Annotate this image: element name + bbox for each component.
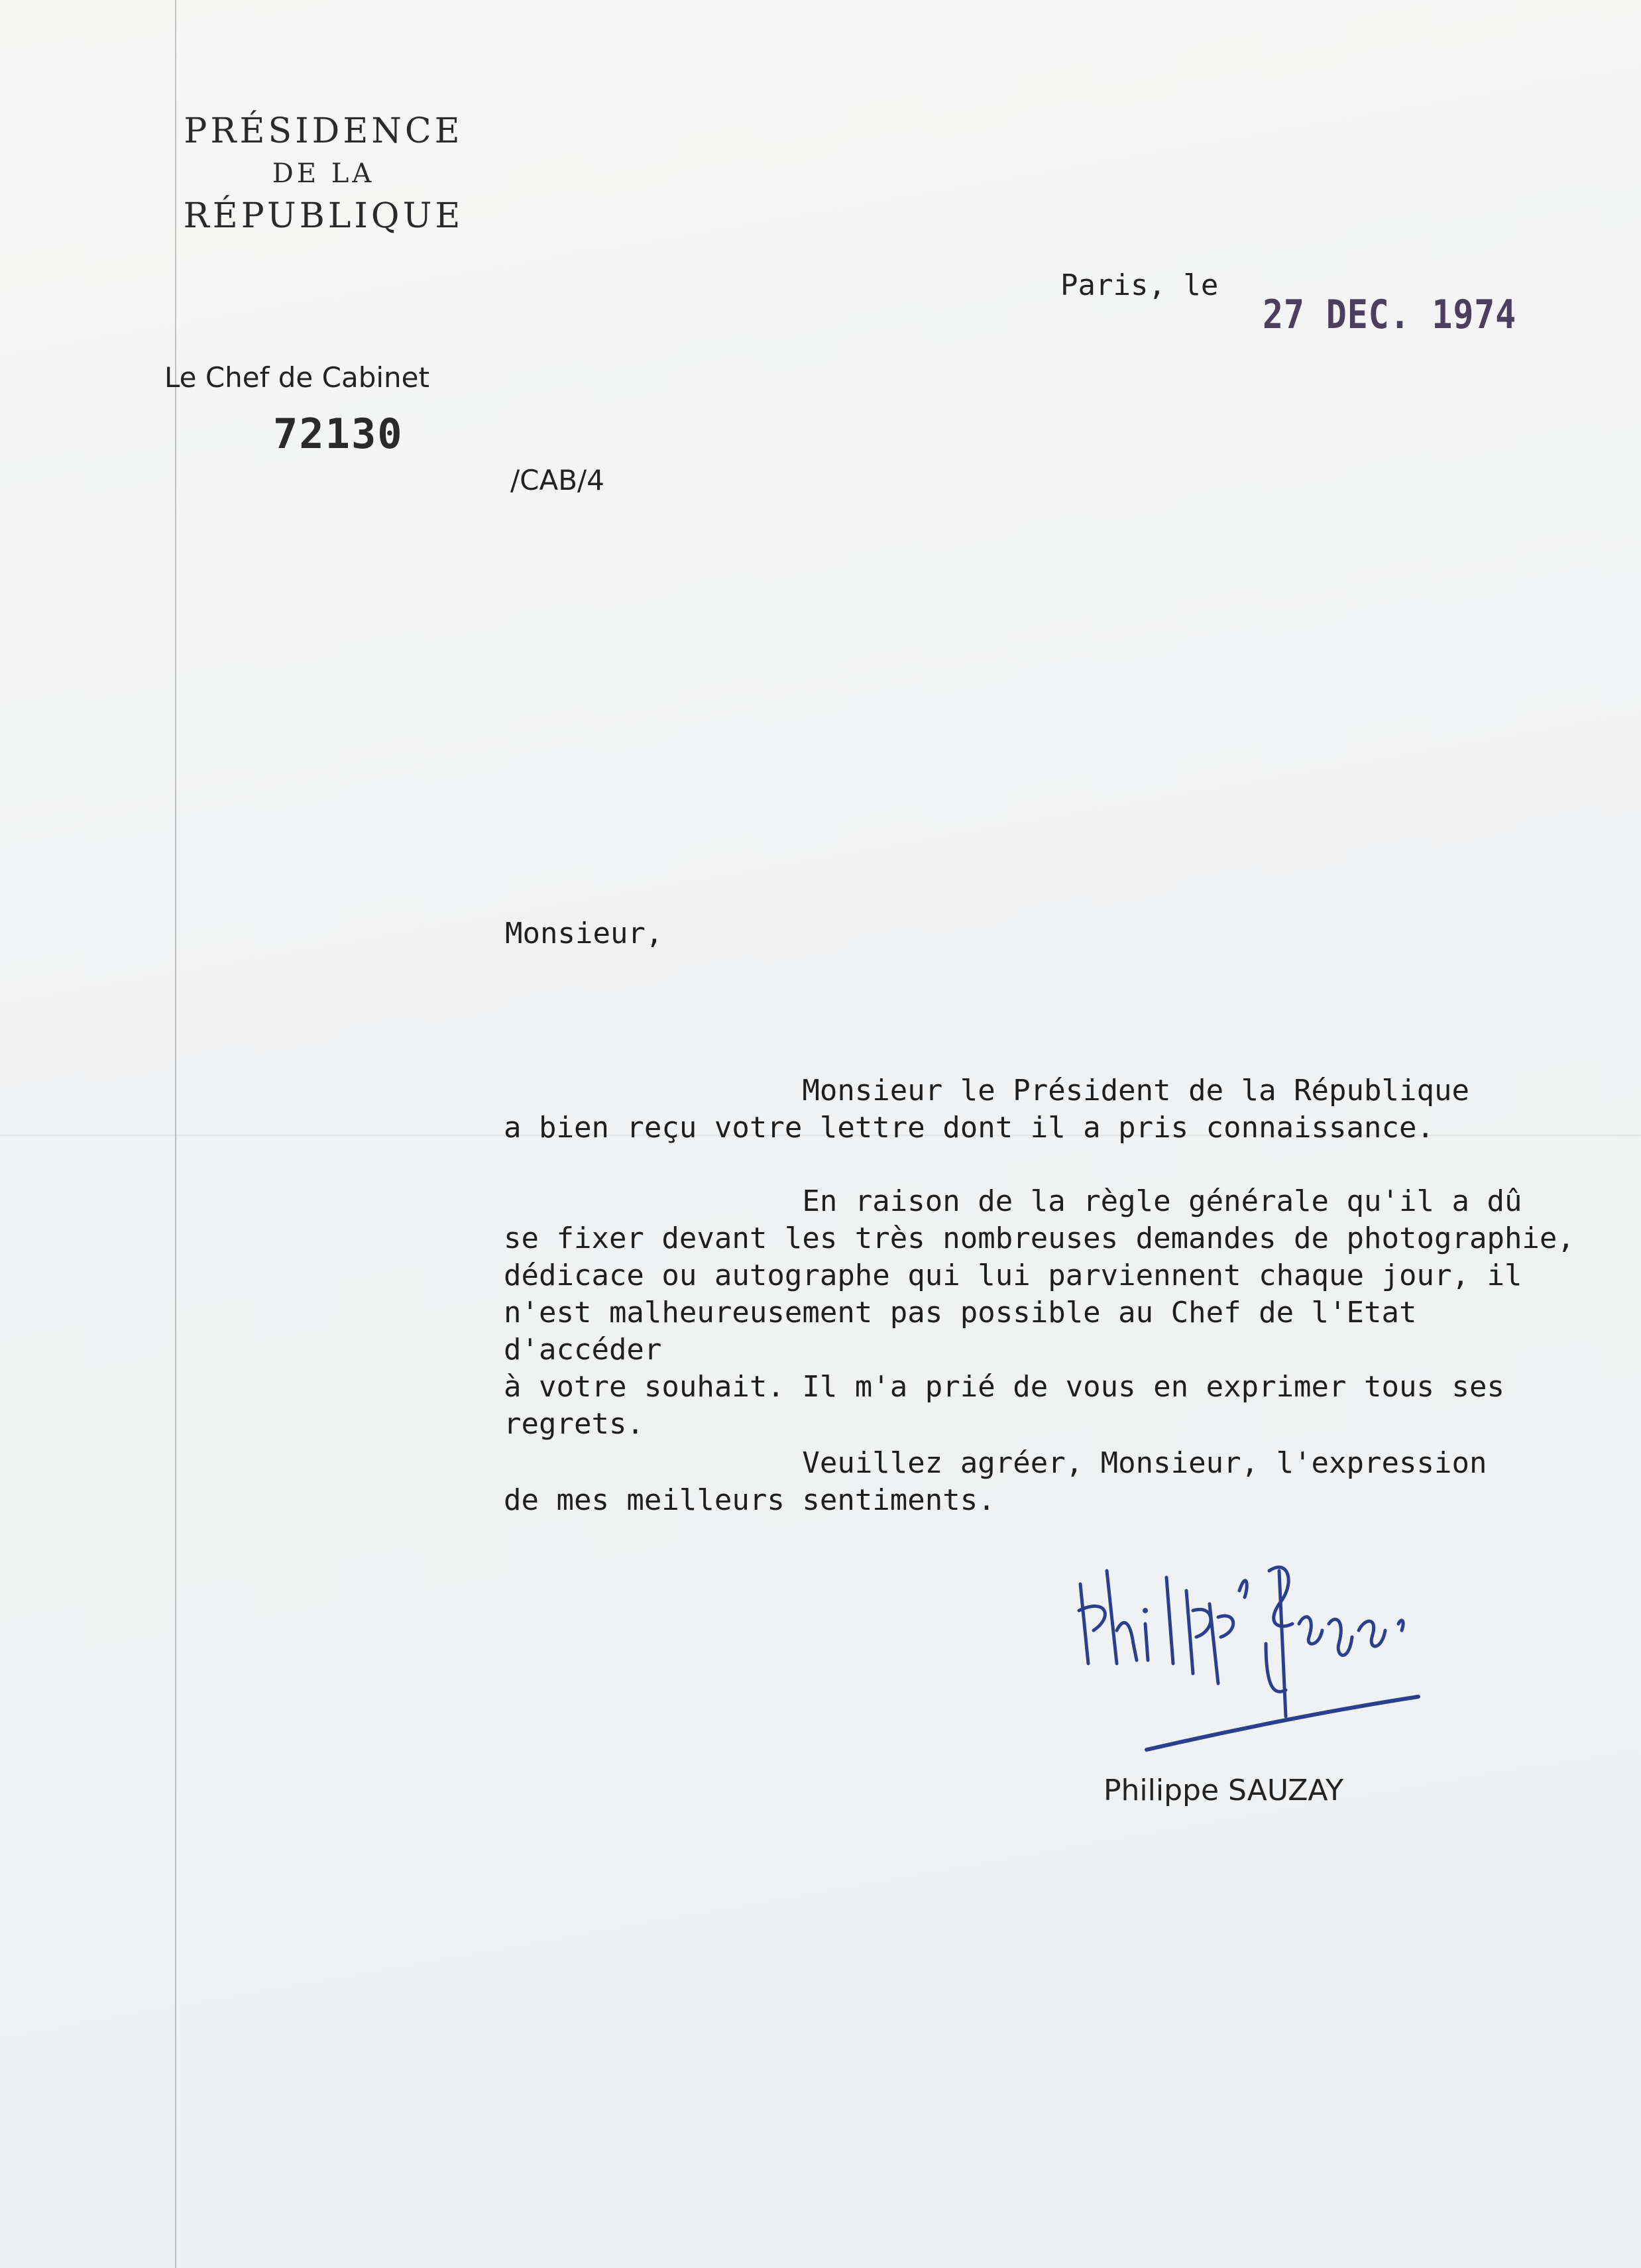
sender-office: Le Chef de Cabinet (164, 361, 429, 394)
handwritten-signature (1067, 1531, 1425, 1770)
body-paragraph-1: Monsieur le Président de la République a bien reçu votre lettre dont il a pris connaissance. (504, 1074, 1469, 1145)
letterhead-line-1: PRÉSIDENCE (184, 111, 463, 151)
letterhead-line-2: DE LA (272, 158, 375, 189)
signer-name: Philippe SAUZAY (1103, 1774, 1343, 1807)
letterhead (151, 109, 496, 239)
salutation: Monsieur, (505, 917, 663, 950)
registration-stamp-number: 72130 (273, 410, 404, 458)
margin-rule (175, 0, 176, 2268)
body-paragraph-2: En raison de la règle générale qu'il a dû se fixer devant les très nombreuses demandes de photographie, dédicace ou autographe qui lui parviennent chaque jour, il n'est malheureusement pas possible au Chef de l'Etat d'accéder à votre souhait. Il m'a prié de vous en exprimer tous ses regrets. (504, 1184, 1575, 1441)
reference-code: /CAB/4 (510, 464, 604, 496)
place-line: Paris, le (1060, 268, 1219, 302)
date-stamp: 27 DEC. 1974 (1263, 292, 1517, 338)
body-paragraph-3: Veuillez agréer, Monsieur, l'expression de mes meilleurs sentiments. (504, 1446, 1487, 1517)
letterhead-line-3: RÉPUBLIQUE (183, 196, 464, 236)
